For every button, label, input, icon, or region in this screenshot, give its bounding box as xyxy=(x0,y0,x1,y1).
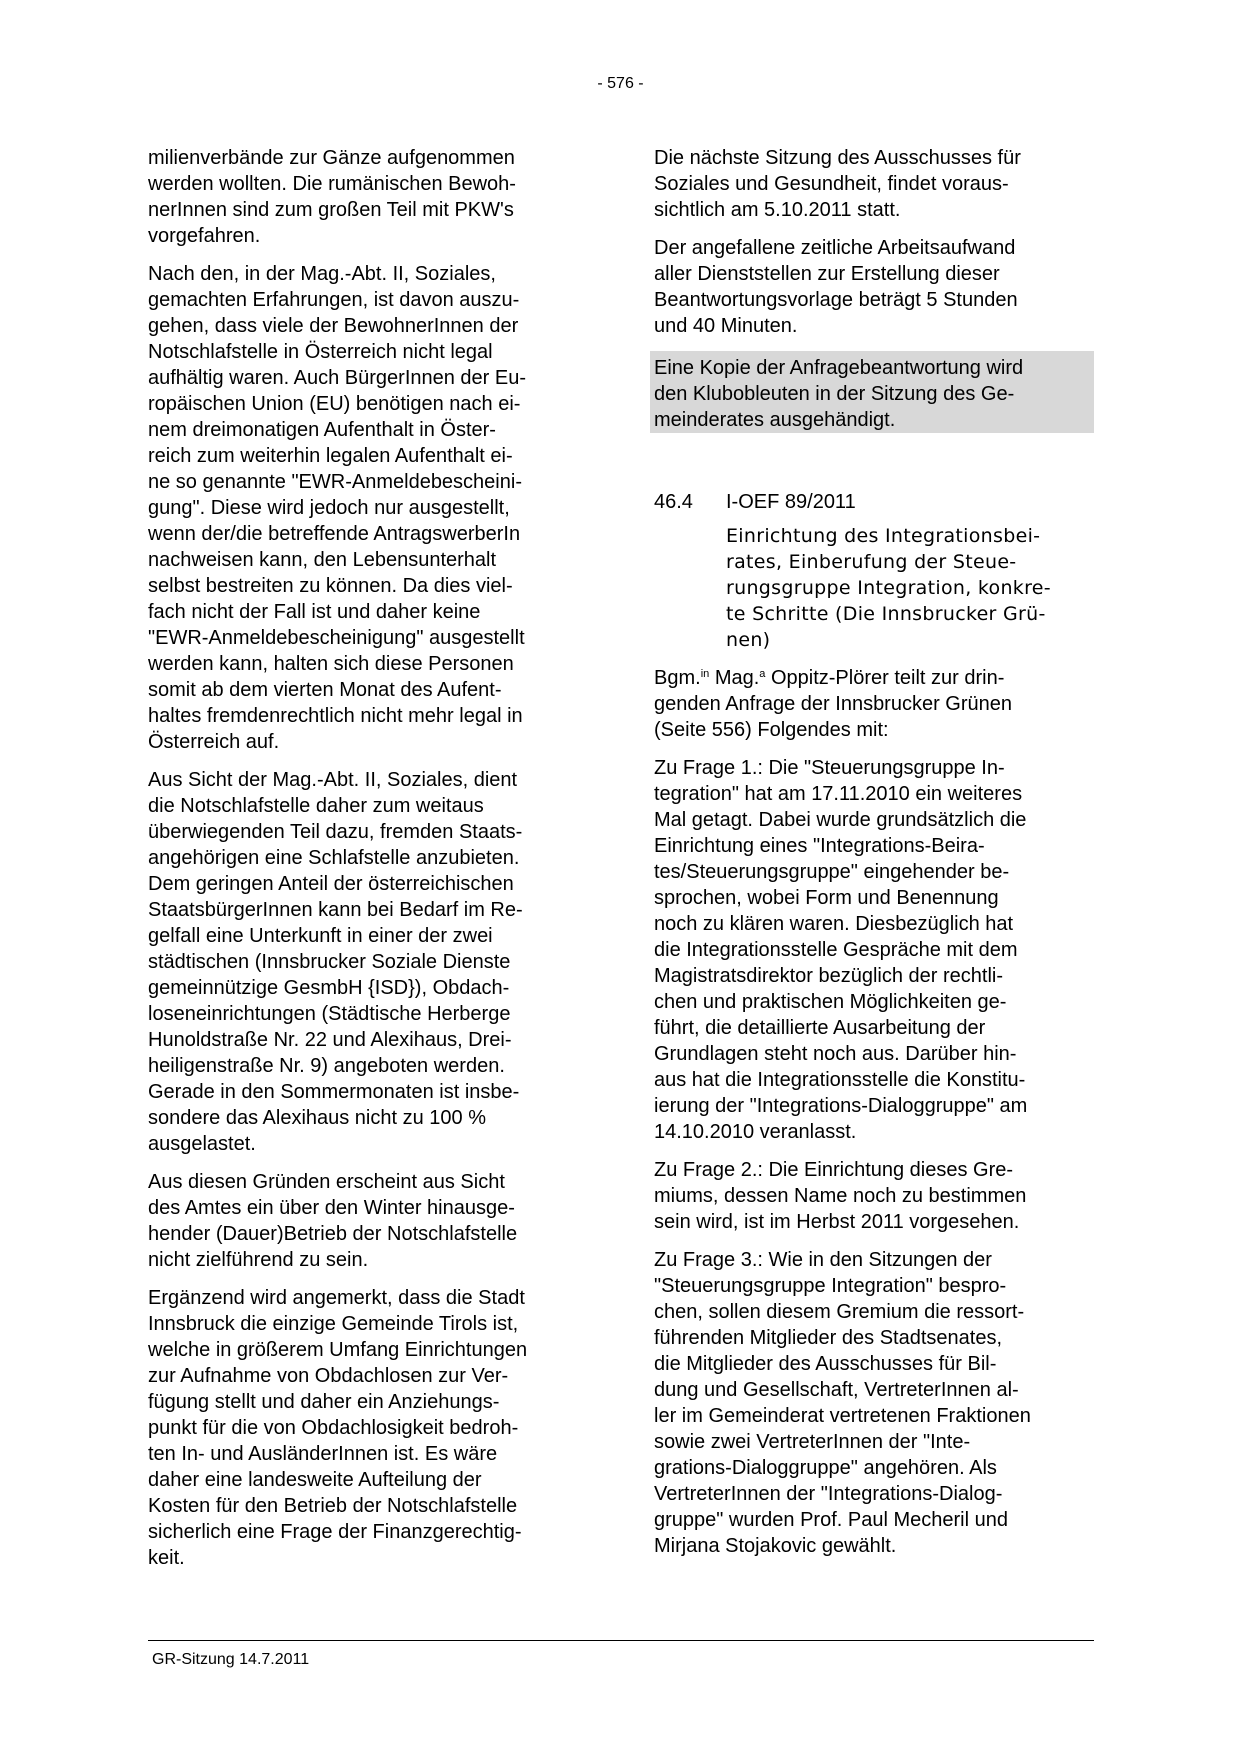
agenda-subject xyxy=(726,523,1094,653)
text-line: aufhältig waren. Auch BürgerInnen der Eu- xyxy=(148,367,527,389)
text-line: punkt für die von Obdachlosigkeit bedroh- xyxy=(148,1417,519,1439)
text-line: Ergänzend wird angemerkt, dass die Stadt xyxy=(148,1287,525,1309)
text-line: Hunoldstraße Nr. 22 und Alexihaus, Drei- xyxy=(148,1029,512,1051)
text-line: Mal getagt. Dabei wurde grundsätzlich die xyxy=(654,809,1027,831)
highlighted-paragraph xyxy=(650,351,1094,433)
text-line: Einrichtung eines "Integrations-Beira- xyxy=(654,835,985,857)
text-line: gehen, dass viele der BewohnerInnen der xyxy=(148,315,519,337)
text-line: angehörigen eine Schlafstelle anzubieten. xyxy=(148,847,520,869)
text-line: nicht zielführend zu sein. xyxy=(148,1249,369,1271)
title-mag-sup: a xyxy=(759,668,766,680)
text-line: hender (Dauer)Betrieb der Notschlafstelle xyxy=(148,1223,518,1245)
agenda-item-header xyxy=(654,489,1094,515)
text-line: meinderates ausgehändigt. xyxy=(654,409,896,431)
text-line: tegration" hat am 17.11.2010 ein weiteres xyxy=(654,783,1023,805)
text-line: Kosten für den Betrieb der Notschlafstelle xyxy=(148,1495,518,1517)
text-line: ropäischen Union (EU) benötigen nach ei- xyxy=(148,393,521,415)
text-line: milienverbände zur Gänze aufgenommen xyxy=(148,147,515,169)
text-line: nerInnen sind zum großen Teil mit PKW's xyxy=(148,199,514,221)
text-line: städtischen (Innsbrucker Soziale Dienste xyxy=(148,951,511,973)
text-line: ler im Gemeinderat vertretenen Fraktionen xyxy=(654,1405,1031,1427)
text-line: Gerade in den Sommermonaten ist insbe- xyxy=(148,1081,520,1103)
text-line: rates, Einberufung der Steue- xyxy=(726,551,1017,573)
text-line: somit ab dem vierten Monat des Aufent- xyxy=(148,679,502,701)
text-line: keit. xyxy=(148,1547,185,1569)
text-line: sichtlich am 5.10.2011 statt. xyxy=(654,199,901,221)
text-line: selbst bestreiten zu können. Da dies viel- xyxy=(148,575,513,597)
text-line: die Integrationsstelle Gespräche mit dem xyxy=(654,939,1018,961)
text-line: miums, dessen Name noch zu bestimmen xyxy=(654,1185,1027,1207)
footer-rule xyxy=(148,1640,1094,1641)
text-line: Österreich auf. xyxy=(148,731,280,753)
text-line: aus hat die Integrationsstelle die Konstitu- xyxy=(654,1069,1026,1091)
intro-line-rest: Oppitz-Plörer teilt zur drin- xyxy=(770,667,1005,689)
text-line: Beantwortungsvorlage beträgt 5 Stunden xyxy=(654,289,1018,311)
text-line: vorgefahren. xyxy=(148,225,261,247)
text-line: fach nicht der Fall ist und daher keine xyxy=(148,601,481,623)
text-line: (Seite 556) Folgendes mit: xyxy=(654,719,889,741)
text-line: Zu Frage 3.: Wie in den Sitzungen der xyxy=(654,1249,992,1271)
text-line: Dem geringen Anteil der österreichischen xyxy=(148,873,514,895)
paragraph xyxy=(654,1247,1094,1559)
text-line: noch zu klären waren. Diesbezüglich hat xyxy=(654,913,1014,935)
paragraph xyxy=(654,145,1094,223)
paragraph xyxy=(148,261,588,755)
text-line: Innsbruck die einzige Gemeinde Tirols ist, xyxy=(148,1313,519,1335)
text-line: nem dreimonatigen Aufenthalt in Öster- xyxy=(148,419,496,441)
text-line: reich zum weiterhin legalen Aufenthalt ei- xyxy=(148,445,513,467)
text-line: Die nächste Sitzung des Ausschusses für xyxy=(654,147,1021,169)
text-line: StaatsbürgerInnen kann bei Bedarf im Re- xyxy=(148,899,523,921)
text-line: gemeinnützige GesmbH {ISD}), Obdach- xyxy=(148,977,510,999)
paragraph xyxy=(148,1169,588,1273)
title-mag: Mag. xyxy=(714,667,760,689)
text-line: heiligenstraße Nr. 9) angeboten werden. xyxy=(148,1055,505,1077)
text-line: 14.10.2010 veranlasst. xyxy=(654,1121,857,1143)
text-line: "EWR-Anmeldebescheinigung" ausgestellt xyxy=(148,627,525,649)
text-line: Nach den, in der Mag.-Abt. II, Soziales, xyxy=(148,263,496,285)
text-line: sein wird, ist im Herbst 2011 vorgesehen. xyxy=(654,1211,1020,1233)
text-line: den Klubobleuten in der Sitzung des Ge- xyxy=(654,383,1015,405)
text-line: Der angefallene zeitliche Arbeitsaufwand xyxy=(654,237,1016,259)
text-line: genden Anfrage der Innsbrucker Grünen xyxy=(654,693,1013,715)
text-line: fügung stellt und daher ein Anziehungs- xyxy=(148,1391,500,1413)
text-line: VertreterInnen der "Integrations-Dialog- xyxy=(654,1483,1003,1505)
text-line: sondere das Alexihaus nicht zu 100 % xyxy=(148,1107,486,1129)
paragraph xyxy=(654,235,1094,339)
text-line: haltes fremdenrechtlich nicht mehr legal in xyxy=(148,705,523,727)
text-line: ten In- und AusländerInnen ist. Es wäre xyxy=(148,1443,498,1465)
paragraph xyxy=(654,1157,1094,1235)
text-line: zur Aufnahme von Obdachlosen zur Ver- xyxy=(148,1365,509,1387)
text-line: tes/Steuerungsgruppe" eingehender be- xyxy=(654,861,1010,883)
title-bgm-sup: in xyxy=(700,668,710,680)
text-line: chen und praktischen Möglichkeiten ge- xyxy=(654,991,1007,1013)
text-line: sicherlich eine Frage der Finanzgerechtig- xyxy=(148,1521,522,1543)
text-line: gemachten Erfahrungen, ist davon auszu- xyxy=(148,289,520,311)
text-line: gung". Diese wird jedoch nur ausgestellt, xyxy=(148,497,510,519)
right-bottom-text xyxy=(654,755,1094,1559)
text-line: te Schritte (Die Innsbrucker Grü- xyxy=(726,603,1046,625)
text-line: ierung der "Integrations-Dialoggruppe" am xyxy=(654,1095,1028,1117)
text-line: Soziales und Gesundheit, findet voraus- xyxy=(654,173,1009,195)
agenda-reference: I-OEF 89/2011 xyxy=(726,491,856,513)
text-line: Eine Kopie der Anfragebeantwortung wird xyxy=(654,357,1024,379)
text-line: aller Dienststellen zur Erstellung dieser xyxy=(654,263,1000,285)
right-column xyxy=(654,145,1094,1571)
text-line: nachweisen kann, den Lebensunterhalt xyxy=(148,549,497,571)
mayor-intro-paragraph xyxy=(654,665,1094,743)
right-top-text xyxy=(654,145,1094,339)
text-line: überwiegenden Teil dazu, fremden Staats- xyxy=(148,821,523,843)
text-line: nen) xyxy=(726,629,771,651)
text-line: Mirjana Stojakovic gewählt. xyxy=(654,1535,897,1557)
text-line: rungsgruppe Integration, konkre- xyxy=(726,577,1051,599)
text-line: Grundlagen steht noch aus. Darüber hin- xyxy=(654,1043,1017,1065)
text-line: daher eine landesweite Aufteilung der xyxy=(148,1469,482,1491)
paragraph xyxy=(148,767,588,1157)
title-bgm: Bgm. xyxy=(654,667,701,689)
paragraph xyxy=(654,755,1094,1145)
text-line: welche in größerem Umfang Einrichtungen xyxy=(148,1339,528,1361)
text-line: Zu Frage 2.: Die Einrichtung dieses Gre- xyxy=(654,1159,1014,1181)
text-line: sowie zwei VertreterInnen der "Inte- xyxy=(654,1431,971,1453)
paragraph xyxy=(148,1285,588,1571)
text-line: grations-Dialoggruppe" angehören. Als xyxy=(654,1457,997,1479)
text-line: dung und Gesellschaft, VertreterInnen al- xyxy=(654,1379,1019,1401)
text-line: gruppe" wurden Prof. Paul Mecheril und xyxy=(654,1509,1008,1531)
text-line: Notschlafstelle in Österreich nicht legal xyxy=(148,341,493,363)
text-line: Einrichtung des Integrationsbei- xyxy=(726,525,1041,547)
text-line: werden wollten. Die rumänischen Bewoh- xyxy=(148,173,516,195)
text-line: wenn der/die betreffende AntragswerberIn xyxy=(148,523,521,545)
text-line: die Mitglieder des Ausschusses für Bil- xyxy=(654,1353,997,1375)
paragraph xyxy=(148,145,588,249)
text-line: und 40 Minuten. xyxy=(654,315,798,337)
text-line: ne so genannte "EWR-Anmeldebescheini- xyxy=(148,471,522,493)
text-line: Magistratsdirektor bezüglich der rechtli- xyxy=(654,965,1004,987)
text-line xyxy=(654,665,1094,691)
agenda-number: 46.4 xyxy=(654,491,693,513)
left-column xyxy=(148,145,588,1583)
text-line: werden kann, halten sich diese Personen xyxy=(148,653,514,675)
text-line: gelfall eine Unterkunft in einer der zwei xyxy=(148,925,493,947)
text-line: chen, sollen diesem Gremium die ressort- xyxy=(654,1301,1025,1323)
text-line: die Notschlafstelle daher zum weitaus xyxy=(148,795,484,817)
text-line: Aus Sicht der Mag.-Abt. II, Soziales, dient xyxy=(148,769,518,791)
text-line: führenden Mitglieder des Stadtsenates, xyxy=(654,1327,1002,1349)
text-line: "Steuerungsgruppe Integration" bespro- xyxy=(654,1275,1007,1297)
text-line: sprochen, wobei Form und Benennung xyxy=(654,887,999,909)
text-line: loseneinrichtungen (Städtische Herberge xyxy=(148,1003,511,1025)
text-line: ausgelastet. xyxy=(148,1133,256,1155)
text-line: Aus diesen Gründen erscheint aus Sicht xyxy=(148,1171,505,1193)
text-line: Zu Frage 1.: Die "Steuerungsgruppe In- xyxy=(654,757,1005,779)
footer-session-date: GR-Sitzung 14.7.2011 xyxy=(152,1651,310,1668)
page-number: - 576 - xyxy=(597,75,644,92)
text-line: des Amtes ein über den Winter hinausge- xyxy=(148,1197,515,1219)
text-line: führt, die detaillierte Ausarbeitung der xyxy=(654,1017,986,1039)
